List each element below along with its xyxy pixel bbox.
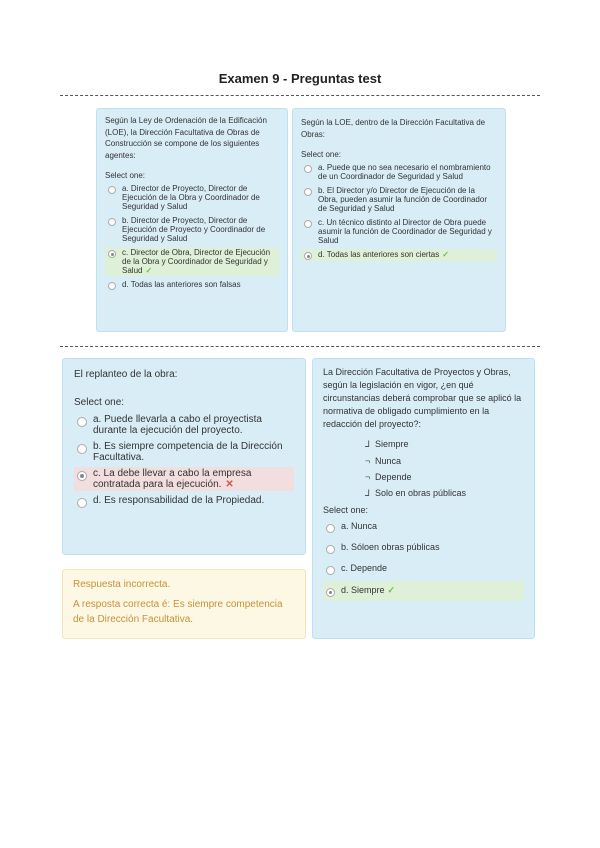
radio-button[interactable] [304, 188, 312, 196]
divider [60, 346, 540, 347]
question-text: Según la LOE, dentro de la Dirección Facultativa de Obras: [301, 118, 486, 139]
statement-item: ¬ Depende [365, 472, 412, 483]
select-one-label: Select one: [105, 171, 146, 181]
cross-icon: ✕ [225, 478, 234, 490]
question-text: El replanteo de la obra: [74, 369, 178, 380]
radio-button[interactable] [108, 282, 116, 290]
answer-option-d[interactable] [74, 494, 294, 509]
radio-button[interactable] [304, 165, 312, 173]
option-label: d. Todas las anteriores son falsas [122, 280, 241, 290]
page-title: Examen 9 - Preguntas test [218, 71, 382, 86]
answer-option-c[interactable] [105, 247, 279, 276]
radio-button[interactable] [326, 566, 335, 575]
option-label: b. Es siempre competencia de la Dirección Facultativa. [93, 440, 283, 463]
question-text: Según la Ley de Ordenación de la Edificación (LOE), la Dirección Facultativa de Obras de Construcción se compone de los siguientes agentes: [105, 116, 267, 160]
radio-button-selected[interactable] [304, 252, 312, 260]
radio-button-selected[interactable] [77, 471, 87, 481]
select-one-label: Select one: [74, 396, 125, 408]
answer-option-a[interactable] [323, 520, 524, 534]
radio-button[interactable] [77, 417, 87, 427]
answer-option-d[interactable] [105, 279, 279, 291]
question-card-3 [62, 358, 306, 555]
question-card-1 [96, 108, 288, 332]
answer-option-c[interactable] [301, 217, 497, 246]
statement-item: ¬ Nunca [365, 456, 402, 467]
option-label: d. Siempre [341, 585, 385, 596]
radio-button[interactable] [108, 218, 116, 226]
answer-option-b[interactable] [105, 215, 279, 244]
question-card-2 [292, 108, 506, 332]
radio-button[interactable] [326, 524, 335, 533]
radio-button[interactable] [77, 444, 87, 454]
statement-list [365, 439, 524, 499]
option-label: d. Todas las anteriores son ciertas [318, 250, 440, 260]
checkmark-icon: ✓ [387, 585, 396, 596]
answer-option-b[interactable] [323, 541, 524, 555]
answer-option-b[interactable] [301, 185, 497, 214]
select-one-label: Select one: [323, 505, 369, 516]
answer-option-c[interactable] [323, 562, 524, 576]
option-label: a. Puede que no sea necesario el nombramiento de un Coordinador de Seguridad y Salud [318, 163, 491, 182]
divider [60, 95, 540, 96]
option-label: c. Un técnico distinto al Director de Obra puede asumir la función de Coordinador de Seguridad y Salud [318, 218, 492, 246]
option-label: c. La debe llevar a cabo la empresa contratada para la ejecución. [93, 467, 252, 490]
checkmark-icon: ✓ [442, 250, 449, 260]
question-card-4 [312, 358, 535, 639]
option-label: a. Director de Proyecto, Director de Ejecución de la Obra y Coordinador de Seguridad y Salud [122, 184, 260, 212]
radio-button[interactable] [326, 545, 335, 554]
select-one-label: Select one: [301, 150, 342, 160]
option-label: a. Puede llevarla a cabo el proyectista durante la ejecución del proyecto. [93, 413, 262, 436]
answer-option-d[interactable] [323, 581, 524, 601]
radio-button-selected[interactable] [326, 588, 335, 597]
radio-button[interactable] [304, 220, 312, 228]
radio-button[interactable] [77, 498, 87, 508]
feedback-correct-answer: A resposta correcta é: Es siempre competencia de la Dirección Facultativa. [73, 598, 283, 625]
statement-item: ⅃ Solo en obras públicas [365, 488, 467, 499]
option-label: c. Depende [341, 563, 388, 574]
option-label: b. El Director y/o Director de Ejecución de la Obra, pueden asumir la función de Coordinador de Seguridad y Salud [318, 186, 487, 214]
option-label: a. Nunca [341, 521, 378, 532]
answer-option-a[interactable] [105, 183, 279, 212]
option-label: b. Sóloen obras públicas [341, 542, 440, 553]
checkmark-icon: ✓ [145, 266, 153, 276]
answer-option-d[interactable] [301, 249, 497, 261]
radio-button[interactable] [108, 186, 116, 194]
answer-option-b[interactable] [74, 440, 294, 464]
question-text: La Dirección Facultativa de Proyectos y Obras, según la legislación en vigor, ¿en qué circunstancias deberá comprobar que se aplicó la normativa de obligado cumplimiento en la redacción del proyecto?: [323, 367, 522, 430]
statement-item: ⅃ Siempre [365, 439, 409, 450]
radio-button-selected[interactable] [108, 250, 116, 258]
answer-option-a[interactable] [301, 162, 497, 182]
option-label: b. Director de Proyecto, Director de Ejecución de Proyecto y Coordinador de Seguridad y Salud [122, 216, 266, 244]
feedback-box [62, 569, 306, 639]
option-label: d. Es responsabilidad de la Propiedad. [93, 494, 265, 506]
answer-option-c[interactable] [74, 467, 294, 491]
feedback-title: Respuesta incorrecta. [73, 579, 171, 590]
option-label: c. Director de Obra, Director de Ejecución de la Obra y Coordinador de Seguridad y Salud [122, 248, 271, 276]
answer-option-a[interactable] [74, 413, 294, 437]
